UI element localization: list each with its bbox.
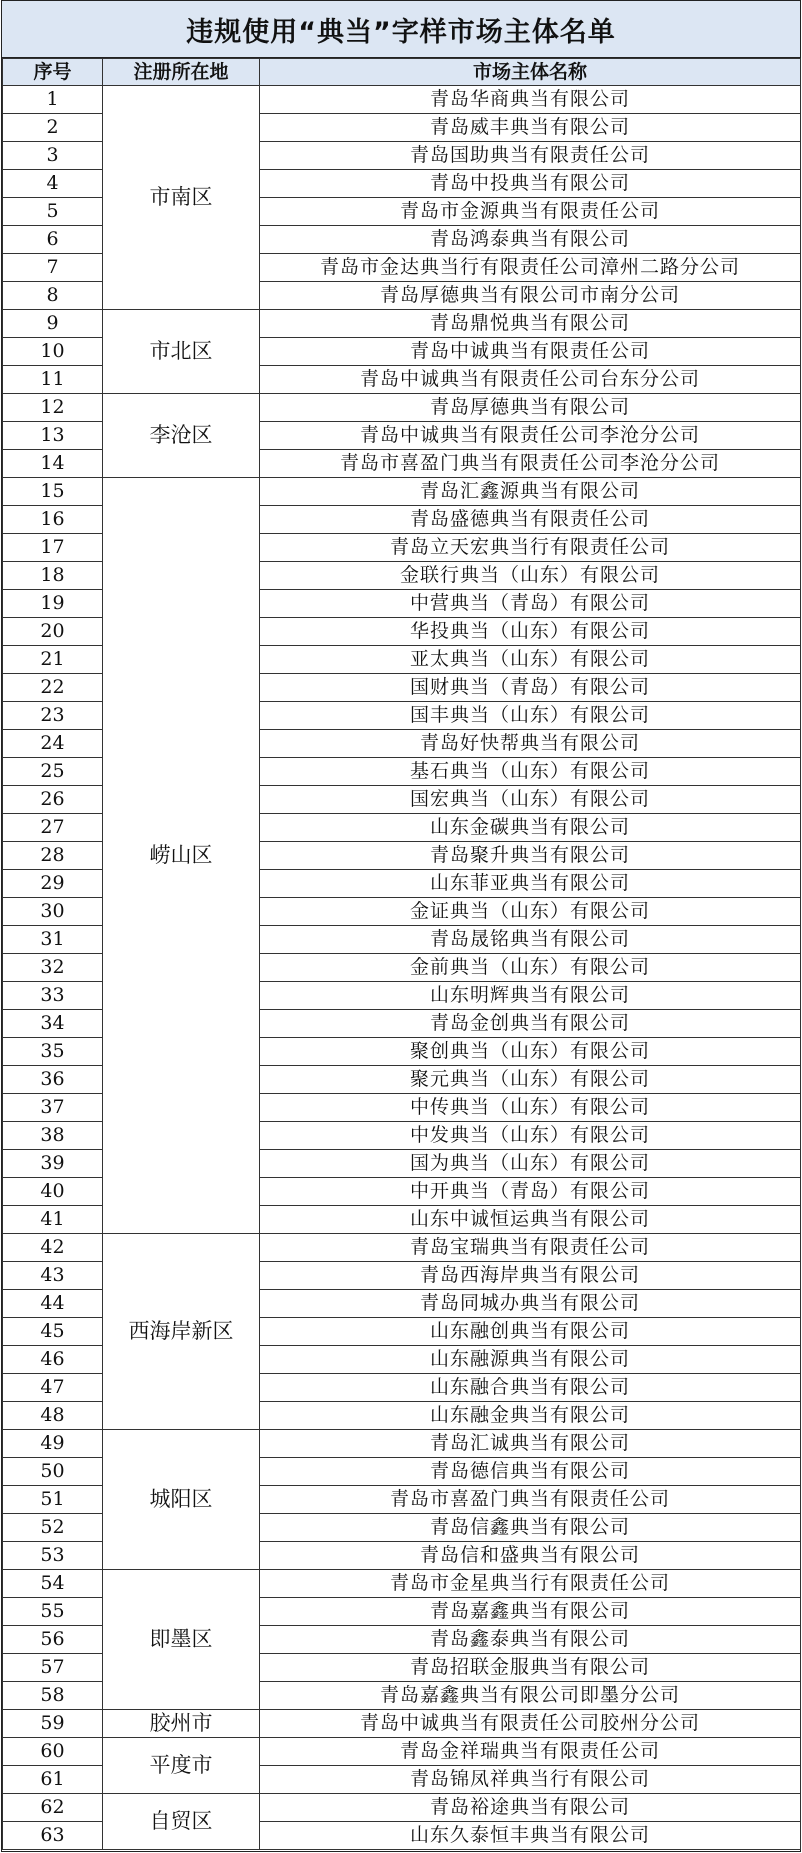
table-row	[3, 478, 801, 506]
entity-name-cell: 青岛中投典当有限公司	[260, 170, 801, 198]
serial-number-cell: 13	[3, 422, 103, 450]
entity-name-cell: 亚太典当（山东）有限公司	[260, 646, 801, 674]
serial-number-cell: 44	[3, 1290, 103, 1318]
table-header-row	[3, 59, 801, 86]
entity-name-cell: 青岛裕途典当有限公司	[260, 1794, 801, 1822]
district-cell: 西海岸新区	[103, 1234, 260, 1430]
entity-table	[2, 58, 801, 1850]
entity-name-cell: 华投典当（山东）有限公司	[260, 618, 801, 646]
entity-name-cell: 青岛嘉鑫典当有限公司	[260, 1598, 801, 1626]
serial-number-cell: 25	[3, 758, 103, 786]
serial-number-cell: 62	[3, 1794, 103, 1822]
serial-number-cell: 39	[3, 1150, 103, 1178]
table-row	[3, 1430, 801, 1458]
serial-number-cell: 50	[3, 1458, 103, 1486]
entity-name-cell: 青岛鑫泰典当有限公司	[260, 1626, 801, 1654]
district-cell: 市北区	[103, 310, 260, 394]
entity-name-cell: 国丰典当（山东）有限公司	[260, 702, 801, 730]
entity-name-cell: 青岛市金达典当行有限责任公司漳州二路分公司	[260, 254, 801, 282]
serial-number-cell: 43	[3, 1262, 103, 1290]
serial-number-cell: 28	[3, 842, 103, 870]
entity-name-cell: 青岛市喜盈门典当有限责任公司	[260, 1486, 801, 1514]
header-entity-name: 市场主体名称	[260, 59, 801, 86]
serial-number-cell: 31	[3, 926, 103, 954]
entity-name-cell: 青岛厚德典当有限公司	[260, 394, 801, 422]
serial-number-cell: 45	[3, 1318, 103, 1346]
serial-number-cell: 3	[3, 142, 103, 170]
district-cell: 李沧区	[103, 394, 260, 478]
serial-number-cell: 12	[3, 394, 103, 422]
table-body	[3, 86, 801, 1850]
table-row	[3, 1794, 801, 1822]
entity-name-cell: 山东明辉典当有限公司	[260, 982, 801, 1010]
entity-name-cell: 青岛鸿泰典当有限公司	[260, 226, 801, 254]
serial-number-cell: 40	[3, 1178, 103, 1206]
district-cell: 胶州市	[103, 1710, 260, 1738]
entity-name-cell: 山东金碳典当有限公司	[260, 814, 801, 842]
entity-name-cell: 中开典当（青岛）有限公司	[260, 1178, 801, 1206]
district-cell: 崂山区	[103, 478, 260, 1234]
serial-number-cell: 29	[3, 870, 103, 898]
entity-name-cell: 青岛立天宏典当行有限责任公司	[260, 534, 801, 562]
serial-number-cell: 63	[3, 1822, 103, 1850]
serial-number-cell: 58	[3, 1682, 103, 1710]
entity-name-cell: 青岛德信典当有限公司	[260, 1458, 801, 1486]
entity-name-cell: 青岛锦凤祥典当行有限公司	[260, 1766, 801, 1794]
serial-number-cell: 35	[3, 1038, 103, 1066]
entity-name-cell: 青岛宝瑞典当有限责任公司	[260, 1234, 801, 1262]
district-cell: 市南区	[103, 86, 260, 310]
serial-number-cell: 9	[3, 310, 103, 338]
serial-number-cell: 32	[3, 954, 103, 982]
entity-name-cell: 青岛西海岸典当有限公司	[260, 1262, 801, 1290]
entity-name-cell: 金证典当（山东）有限公司	[260, 898, 801, 926]
table-row	[3, 394, 801, 422]
serial-number-cell: 46	[3, 1346, 103, 1374]
district-cell: 城阳区	[103, 1430, 260, 1570]
serial-number-cell: 36	[3, 1066, 103, 1094]
entity-name-cell: 青岛厚德典当有限公司市南分公司	[260, 282, 801, 310]
entity-name-cell: 青岛华商典当有限公司	[260, 86, 801, 114]
entity-name-cell: 青岛同城办典当有限公司	[260, 1290, 801, 1318]
entity-name-cell: 中传典当（山东）有限公司	[260, 1094, 801, 1122]
entity-name-cell: 青岛晟铭典当有限公司	[260, 926, 801, 954]
serial-number-cell: 34	[3, 1010, 103, 1038]
serial-number-cell: 37	[3, 1094, 103, 1122]
serial-number-cell: 1	[3, 86, 103, 114]
entity-name-cell: 山东融合典当有限公司	[260, 1374, 801, 1402]
serial-number-cell: 30	[3, 898, 103, 926]
entity-name-cell: 聚元典当（山东）有限公司	[260, 1066, 801, 1094]
table-row	[3, 1234, 801, 1262]
entity-name-cell: 基石典当（山东）有限公司	[260, 758, 801, 786]
entity-name-cell: 青岛市金源典当有限责任公司	[260, 198, 801, 226]
table-row	[3, 1710, 801, 1738]
entity-name-cell: 金联行典当（山东）有限公司	[260, 562, 801, 590]
serial-number-cell: 22	[3, 674, 103, 702]
serial-number-cell: 5	[3, 198, 103, 226]
entity-name-cell: 国宏典当（山东）有限公司	[260, 786, 801, 814]
serial-number-cell: 49	[3, 1430, 103, 1458]
district-cell: 自贸区	[103, 1794, 260, 1850]
table-row	[3, 1570, 801, 1598]
serial-number-cell: 4	[3, 170, 103, 198]
entity-name-cell: 青岛好快帮典当有限公司	[260, 730, 801, 758]
entity-name-cell: 青岛信和盛典当有限公司	[260, 1542, 801, 1570]
serial-number-cell: 8	[3, 282, 103, 310]
entity-name-cell: 青岛金创典当有限公司	[260, 1010, 801, 1038]
entity-name-cell: 青岛盛德典当有限责任公司	[260, 506, 801, 534]
entity-name-cell: 青岛国助典当有限责任公司	[260, 142, 801, 170]
entity-name-cell: 青岛鼎悦典当有限公司	[260, 310, 801, 338]
serial-number-cell: 61	[3, 1766, 103, 1794]
entity-name-cell: 青岛威丰典当有限公司	[260, 114, 801, 142]
entity-name-cell: 国财典当（青岛）有限公司	[260, 674, 801, 702]
entity-name-cell: 山东融金典当有限公司	[260, 1402, 801, 1430]
serial-number-cell: 48	[3, 1402, 103, 1430]
serial-number-cell: 42	[3, 1234, 103, 1262]
serial-number-cell: 52	[3, 1514, 103, 1542]
serial-number-cell: 56	[3, 1626, 103, 1654]
serial-number-cell: 27	[3, 814, 103, 842]
table-row	[3, 86, 801, 114]
table-row	[3, 1738, 801, 1766]
serial-number-cell: 16	[3, 506, 103, 534]
entity-name-cell: 青岛市金星典当行有限责任公司	[260, 1570, 801, 1598]
entity-name-cell: 青岛汇诚典当有限公司	[260, 1430, 801, 1458]
entity-name-cell: 青岛聚升典当有限公司	[260, 842, 801, 870]
district-cell: 即墨区	[103, 1570, 260, 1710]
serial-number-cell: 14	[3, 450, 103, 478]
entity-name-cell: 青岛嘉鑫典当有限公司即墨分公司	[260, 1682, 801, 1710]
serial-number-cell: 41	[3, 1206, 103, 1234]
serial-number-cell: 20	[3, 618, 103, 646]
serial-number-cell: 18	[3, 562, 103, 590]
entity-name-cell: 国为典当（山东）有限公司	[260, 1150, 801, 1178]
entity-name-cell: 山东久泰恒丰典当有限公司	[260, 1822, 801, 1850]
document-sheet	[1, 0, 801, 1852]
entity-name-cell: 中营典当（青岛）有限公司	[260, 590, 801, 618]
entity-name-cell: 青岛金祥瑞典当有限责任公司	[260, 1738, 801, 1766]
table-row	[3, 310, 801, 338]
entity-name-cell: 山东融创典当有限公司	[260, 1318, 801, 1346]
entity-name-cell: 青岛中诚典当有限责任公司	[260, 338, 801, 366]
serial-number-cell: 6	[3, 226, 103, 254]
serial-number-cell: 55	[3, 1598, 103, 1626]
serial-number-cell: 33	[3, 982, 103, 1010]
serial-number-cell: 24	[3, 730, 103, 758]
serial-number-cell: 26	[3, 786, 103, 814]
district-cell: 平度市	[103, 1738, 260, 1794]
entity-name-cell: 聚创典当（山东）有限公司	[260, 1038, 801, 1066]
entity-name-cell: 青岛中诚典当有限责任公司李沧分公司	[260, 422, 801, 450]
header-serial-number: 序号	[3, 59, 103, 86]
serial-number-cell: 38	[3, 1122, 103, 1150]
serial-number-cell: 60	[3, 1738, 103, 1766]
serial-number-cell: 59	[3, 1710, 103, 1738]
serial-number-cell: 53	[3, 1542, 103, 1570]
serial-number-cell: 11	[3, 366, 103, 394]
serial-number-cell: 2	[3, 114, 103, 142]
header-registered-location: 注册所在地	[103, 59, 260, 86]
serial-number-cell: 47	[3, 1374, 103, 1402]
entity-name-cell: 青岛中诚典当有限责任公司胶州分公司	[260, 1710, 801, 1738]
entity-name-cell: 青岛市喜盈门典当有限责任公司李沧分公司	[260, 450, 801, 478]
entity-name-cell: 山东中诚恒运典当有限公司	[260, 1206, 801, 1234]
entity-name-cell: 山东菲亚典当有限公司	[260, 870, 801, 898]
entity-name-cell: 山东融源典当有限公司	[260, 1346, 801, 1374]
serial-number-cell: 57	[3, 1654, 103, 1682]
entity-name-cell: 中发典当（山东）有限公司	[260, 1122, 801, 1150]
serial-number-cell: 23	[3, 702, 103, 730]
serial-number-cell: 54	[3, 1570, 103, 1598]
serial-number-cell: 7	[3, 254, 103, 282]
entity-name-cell: 金前典当（山东）有限公司	[260, 954, 801, 982]
document-title: 违规使用“典当”字样市场主体名单	[2, 1, 800, 58]
entity-name-cell: 青岛中诚典当有限责任公司台东分公司	[260, 366, 801, 394]
serial-number-cell: 51	[3, 1486, 103, 1514]
serial-number-cell: 15	[3, 478, 103, 506]
serial-number-cell: 19	[3, 590, 103, 618]
entity-name-cell: 青岛汇鑫源典当有限公司	[260, 478, 801, 506]
entity-name-cell: 青岛招联金服典当有限公司	[260, 1654, 801, 1682]
entity-name-cell: 青岛信鑫典当有限公司	[260, 1514, 801, 1542]
serial-number-cell: 21	[3, 646, 103, 674]
serial-number-cell: 10	[3, 338, 103, 366]
serial-number-cell: 17	[3, 534, 103, 562]
